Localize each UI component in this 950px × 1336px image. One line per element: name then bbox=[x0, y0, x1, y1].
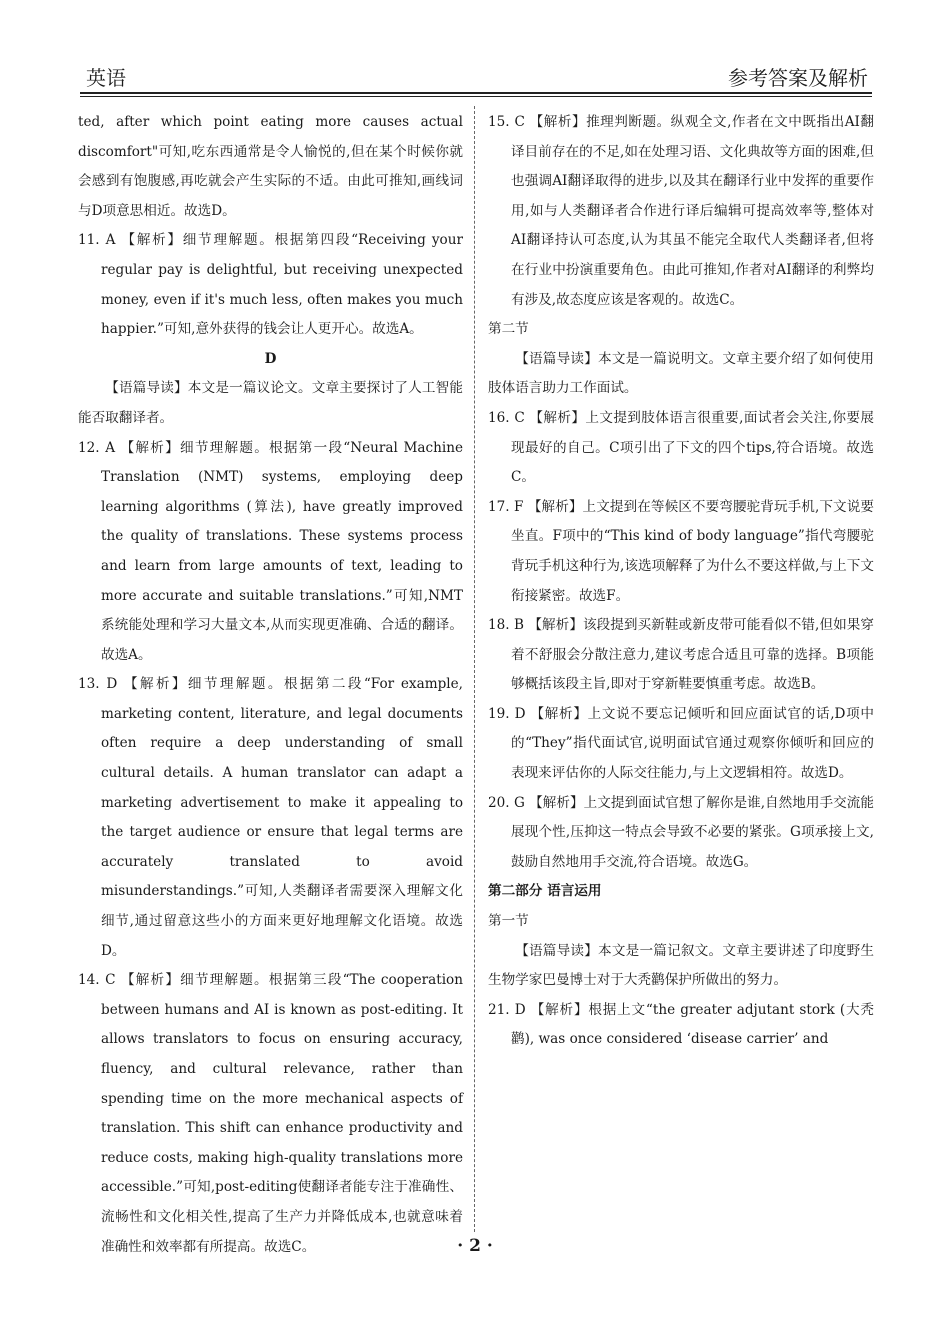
header-rule-thin bbox=[80, 96, 872, 97]
page-header-title: 参考答案及解析 bbox=[728, 66, 868, 90]
header-rule-thick bbox=[80, 92, 872, 94]
answer-item-16: 16. C 【解析】上文提到肢体语言很重要,面试者会关注,你要展现最好的自己。C项引出了下文的四个tips,符合语境。故选C。 bbox=[488, 409, 874, 486]
right-column bbox=[488, 108, 874, 1055]
page-header bbox=[80, 58, 872, 90]
answer-item-18: 18. B 【解析】该段提到买新鞋或新皮带可能看似不错,但如果穿着不舒服会分散注意力,建议考虑合适且可靠的选择。B项能够概括该段主旨,即对于穿新鞋要慎重考虑。故选B。 bbox=[488, 617, 874, 693]
section-heading: 第一节 bbox=[488, 913, 529, 930]
answer-item-21: 21. D 【解析】根据上文“the greater adjutant stork (大秃鹳), was once considered ‘disease carrier’ and bbox=[488, 1001, 874, 1048]
answer-item-12: 12. A 【解析】细节理解题。根据第一段“Neural Machine Translation (NMT) systems, employing deep learning algorithms (算法), have greatly improved the quality of translations. These systems process and learn from large amounts of text, leading to more accurate and suitable translations.”可知,NMT系统能处理和学习大量文本,从而实现更准确、合适的翻译。故选A。 bbox=[78, 439, 463, 663]
answer-paragraph: ted, after which point eating more causes actual discomfort"可知,吃东西通常是令人愉悦的,但在某个时候你就会感到有饱腹感,再吃就会产生实际的不适。由此可推知,画线词与D项意思相近。故选D。 bbox=[78, 114, 463, 219]
passage-guide: 【语篇导读】本文是一篇说明文。文章主要介绍了如何使用肢体语言助力工作面试。 bbox=[488, 350, 874, 397]
passage-guide: 【语篇导读】本文是一篇议论文。文章主要探讨了人工智能能否取翻译者。 bbox=[78, 380, 463, 426]
answer-item-15: 15. C 【解析】推理判断题。纵观全文,作者在文中既指出AI翻译目前存在的不足,如在处理习语、文化典故等方面的困难,但也强调AI翻译取得的进步,以及其在翻译行业中发挥的重要作用,如与人类翻译者合作进行译后编辑可提高效率等,整体对AI翻译持认可态度,认为其虽不能完全取代人类翻译者,但将在行业中扮演重要角色。由此可推知,作者对AI翻译的利弊均有涉及,故态度应该是客观的。故选C。 bbox=[488, 114, 874, 308]
subject-label: 英语 bbox=[86, 66, 126, 90]
answer-item-17: 17. F 【解析】上文提到在等候区不要弯腰驼背玩手机,下文说要坐直。F项中的“This kind of body language”指代弯腰驼背玩手机这种行为,该选项解释了为什么不要这样做,与上下文衔接紧密。故选F。 bbox=[488, 498, 874, 604]
left-column bbox=[78, 108, 463, 1262]
section-letter-d: D bbox=[264, 350, 277, 367]
answer-item-13: 13. D 【解析】细节理解题。根据第二段“For example, marketing content, literature, and legal documents often require a deep understanding of small cultural details. A human translator can adapt a marketing advertisement to make it appealing to the target audience or ensure that legal terms are accurately translated to avoid misunderstandings.”可知,人类翻译者需要深入理解文化细节,通过留意这些小的方面来更好地理解文化语境。故选D。 bbox=[78, 676, 463, 959]
answer-item-11: 11. A 【解析】细节理解题。根据第四段“Receiving your regular pay is delightful, but receiving unexpected money, even if it's much less, often makes you much happier.”可知,意外获得的钱会让人更开心。故选A。 bbox=[78, 232, 463, 338]
section-heading: 第二节 bbox=[488, 321, 529, 338]
answer-item-20: 20. G 【解析】上文提到面试官想了解你是谁,自然地用手交流能展现个性,压抑这一特点会导致不必要的紧张。G项承接上文,鼓励自然地用手交流,符合语境。故选G。 bbox=[488, 794, 874, 870]
page-number: · 2 · bbox=[457, 1236, 493, 1256]
column-divider bbox=[474, 106, 475, 1232]
part-heading: 第二部分 语言运用 bbox=[488, 883, 602, 900]
answer-item-14: 14. C 【解析】细节理解题。根据第三段“The cooperation between humans and AI is known as post-editing. It allows translators to focus on ensuring accuracy, fluency, and cultural relevance, rather than spending time on the more mechanical aspects of translation. This shift can enhance productivity and reduce costs, making high-quality translations more accessible.”可知,post-editing使翻译者能专注于准确性、流畅性和文化相关性,提高了生产力并降低成本,也就意味着准确性和效率都有所提高。故选C。 bbox=[78, 972, 463, 1255]
answer-item-19: 19. D 【解析】上文说不要忘记倾听和回应面试官的话,D项中的“They”指代面试官,说明面试官通过观察你倾听和回应的表现来评估你的人际交往能力,与上文逻辑相符。故选D。 bbox=[488, 705, 874, 782]
passage-guide: 【语篇导读】本文是一篇记叙文。文章主要讲述了印度野生生物学家巴曼博士对于大秃鹳保护所做出的努力。 bbox=[488, 942, 874, 989]
